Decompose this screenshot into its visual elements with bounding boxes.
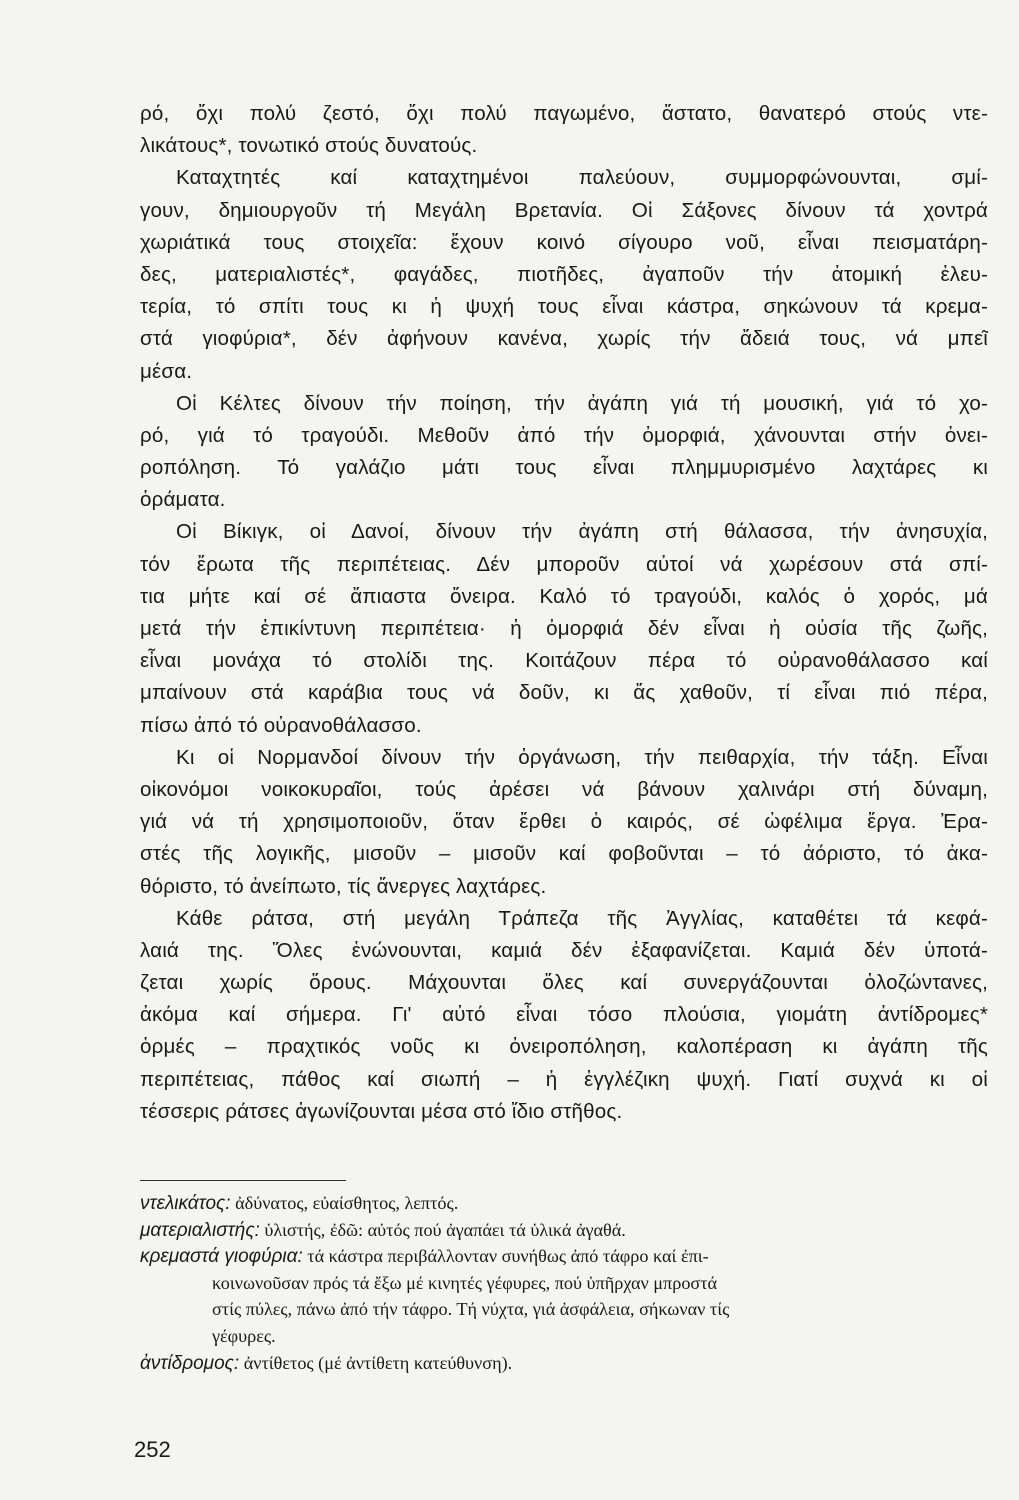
text-line: ροπόληση. Τό γαλάζιο μάτι τους εἶναι πλημμυρισμένο λαχτάρες κι: [140, 456, 988, 480]
text-line: γιά νά τή χρησιμοποιοῦν, ὅταν ἔρθει ὁ καιρός, σέ ὠφέλιμα ἔργα. Ἐρα-: [140, 810, 988, 834]
footnote-definition: ἀντίθετος (μέ ἀντίθετη κατεύθυνση).: [243, 1352, 513, 1373]
text-line: ρό, ὄχι πολύ ζεστό, ὄχι πολύ παγωμένο, ἄστατο, θανατερό στούς ντε-: [140, 102, 988, 125]
footnote-separator: [140, 1180, 346, 1181]
text-line: γουν, δημιουργοῦν τή Μεγάλη Βρετανία. Οἱ Σάξονες δίνουν τά χοντρά: [140, 198, 988, 222]
page-number: 252: [134, 1437, 171, 1462]
footnote-term: κρεμαστά γιοφύρια:: [140, 1246, 303, 1268]
text-line: ρό, γιά τό τραγούδι. Μεθοῦν ἀπό τήν ὀμορφιά, χάνουνται στήν ὀνει-: [140, 423, 988, 447]
text-line: περιπέτειας, πάθος καί σιωπή – ἡ ἐγγλέζικη ψυχή. Γιατί συχνά κι οἱ: [140, 1067, 988, 1091]
text-line: Καταχτητές καί καταχτημένοι παλεύουν, συμμορφώνουνται, σμί-: [176, 166, 988, 190]
footnote-entry: [140, 1350, 988, 1377]
text-line: ὁράματα.: [140, 488, 226, 512]
text-line: εἶναι μονάχα τό στολίδι της. Κοιτάζουν πέρα τό οὐρανοθάλασσο καί: [140, 649, 988, 673]
text-line: Κι οἱ Νορμανδοί δίνουν τήν ὀργάνωση, τήν πειθαρχία, τήν τάξη. Εἶναι: [176, 745, 988, 769]
text-line: θόριστο, τό ἀνείπωτο, τίς ἄνεργες λαχτάρες.: [140, 874, 547, 898]
text-line: τόν ἔρωτα τῆς περιπέτειας. Δέν μποροῦν αὐτοί νά χωρέσουν στά σπί-: [140, 552, 988, 576]
text-line: τια μήτε καί σέ ἄπιαστα ὄνειρα. Καλό τό τραγούδι, καλός ὁ χορός, μά: [140, 584, 988, 608]
footnote-continuation: κοινωνοῦσαν πρός τά ἔξω μέ κινητές γέφυρες, πού ὑπῆρχαν μπροστά: [212, 1272, 718, 1293]
footnote-term: ἀντίδρομος:: [140, 1352, 240, 1374]
text-line: τέσσερις ράτσες ἀγωνίζουνται μέσα στό ἴδιο στῆθος.: [140, 1099, 623, 1123]
footnote-entry: [140, 1190, 988, 1217]
text-line: στά γιοφύρια*, δέν ἀφήνουν κανένα, χωρίς τήν ἄδειά τους, νά μπεῖ: [140, 327, 988, 351]
text-line: μετά τήν ἐπικίντυνη περιπέτεια· ἡ ὀμορφιά δέν εἶναι ἡ οὐσία τῆς ζωῆς,: [140, 617, 988, 640]
footnote-term: ντελικάτος:: [140, 1193, 231, 1214]
text-line: τερία, τό σπίτι τους κι ἡ ψυχή τους εἶναι κάστρα, σηκώνουν τά κρεμα-: [140, 295, 988, 319]
footnote-term: ματεριαλιστής:: [140, 1219, 260, 1241]
text-line: πίσω ἀπό τό οὐρανοθάλασσο.: [140, 713, 422, 737]
text-line: οἰκονόμοι νοικοκυραῖοι, τούς ἀρέσει νά βάνουν χαλινάρι στή δύναμη,: [140, 777, 988, 801]
text-line: ὁρμές – πραχτικός νοῦς κι ὀνειροπόληση, καλοπέραση κι ἀγάπη τῆς: [140, 1035, 988, 1059]
text-line: μπαίνουν στά καράβια τους νά δοῦν, κι ἄς χαθοῦν, τί εἶναι πιό πέρα,: [140, 681, 988, 705]
footnote-continuation: γέφυρες.: [212, 1325, 276, 1346]
text-line: μέσα.: [140, 359, 193, 383]
main-text: [140, 98, 988, 1128]
footnote-entry: [140, 1243, 988, 1270]
text-line: λικάτους*, τονωτικό στούς δυνατούς.: [140, 134, 478, 158]
text-line: στές τῆς λογικῆς, μισοῦν – μισοῦν καί φοβοῦνται – τό ἀόριστο, τό ἀκα-: [140, 842, 988, 866]
footnote-definition: τά κάστρα περιβάλλονταν συνήθως ἀπό τάφρο καί ἐπι-: [307, 1246, 709, 1267]
text-line: ζεται χωρίς ὅρους. Μάχουνται ὅλες καί συνεργάζουνται ὁλοζώντανες,: [140, 971, 988, 995]
footnote-entry: [140, 1217, 988, 1244]
text-line: δες, ματεριαλιστές*, φαγάδες, πιοτῆδες, ἀγαποῦν τήν ἀτομική ἐλευ-: [140, 262, 988, 286]
text-line: Κάθε ράτσα, στή μεγάλη Τράπεζα τῆς Ἀγγλίας, καταθέτει τά κεφά-: [176, 906, 988, 930]
text-line: λαιά της. Ὅλες ἑνώνουνται, καμιά δέν ἐξαφανίζεται. Καμιά δέν ὑποτά-: [140, 938, 988, 962]
text-line: Οἱ Βίκιγκ, οἱ Δανοί, δίνουν τήν ἀγάπη στή θάλασσα, τήν ἀνησυχία,: [176, 520, 988, 544]
text-line: χωριάτικά τους στοιχεῖα: ἔχουν κοινό σίγουρο νοῦ, εἶναι πεισματάρη-: [140, 230, 988, 254]
text-line: ἀκόμα καί σήμερα. Γι' αὐτό εἶναι τόσο πλούσια, γιομάτη ἀντίδρομες*: [140, 1003, 988, 1027]
footnote-continuation: στίς πύλες, πάνω ἀπό τήν τάφρο. Τή νύχτα, γιά ἀσφάλεια, σήκωναν τίς: [212, 1299, 730, 1320]
footnotes: [140, 1190, 988, 1376]
footnote-definition: ἀδύνατος, εὐαίσθητος, λεπτός.: [235, 1193, 459, 1213]
text-line: Οἱ Κέλτες δίνουν τήν ποίηση, τήν ἀγάπη γιά τή μουσική, γιά τό χο-: [176, 391, 988, 415]
footnote-definition: ὑλιστής, ἐδῶ: αὐτός πού ἀγαπάει τά ὑλικά ἀγαθά.: [264, 1219, 626, 1240]
